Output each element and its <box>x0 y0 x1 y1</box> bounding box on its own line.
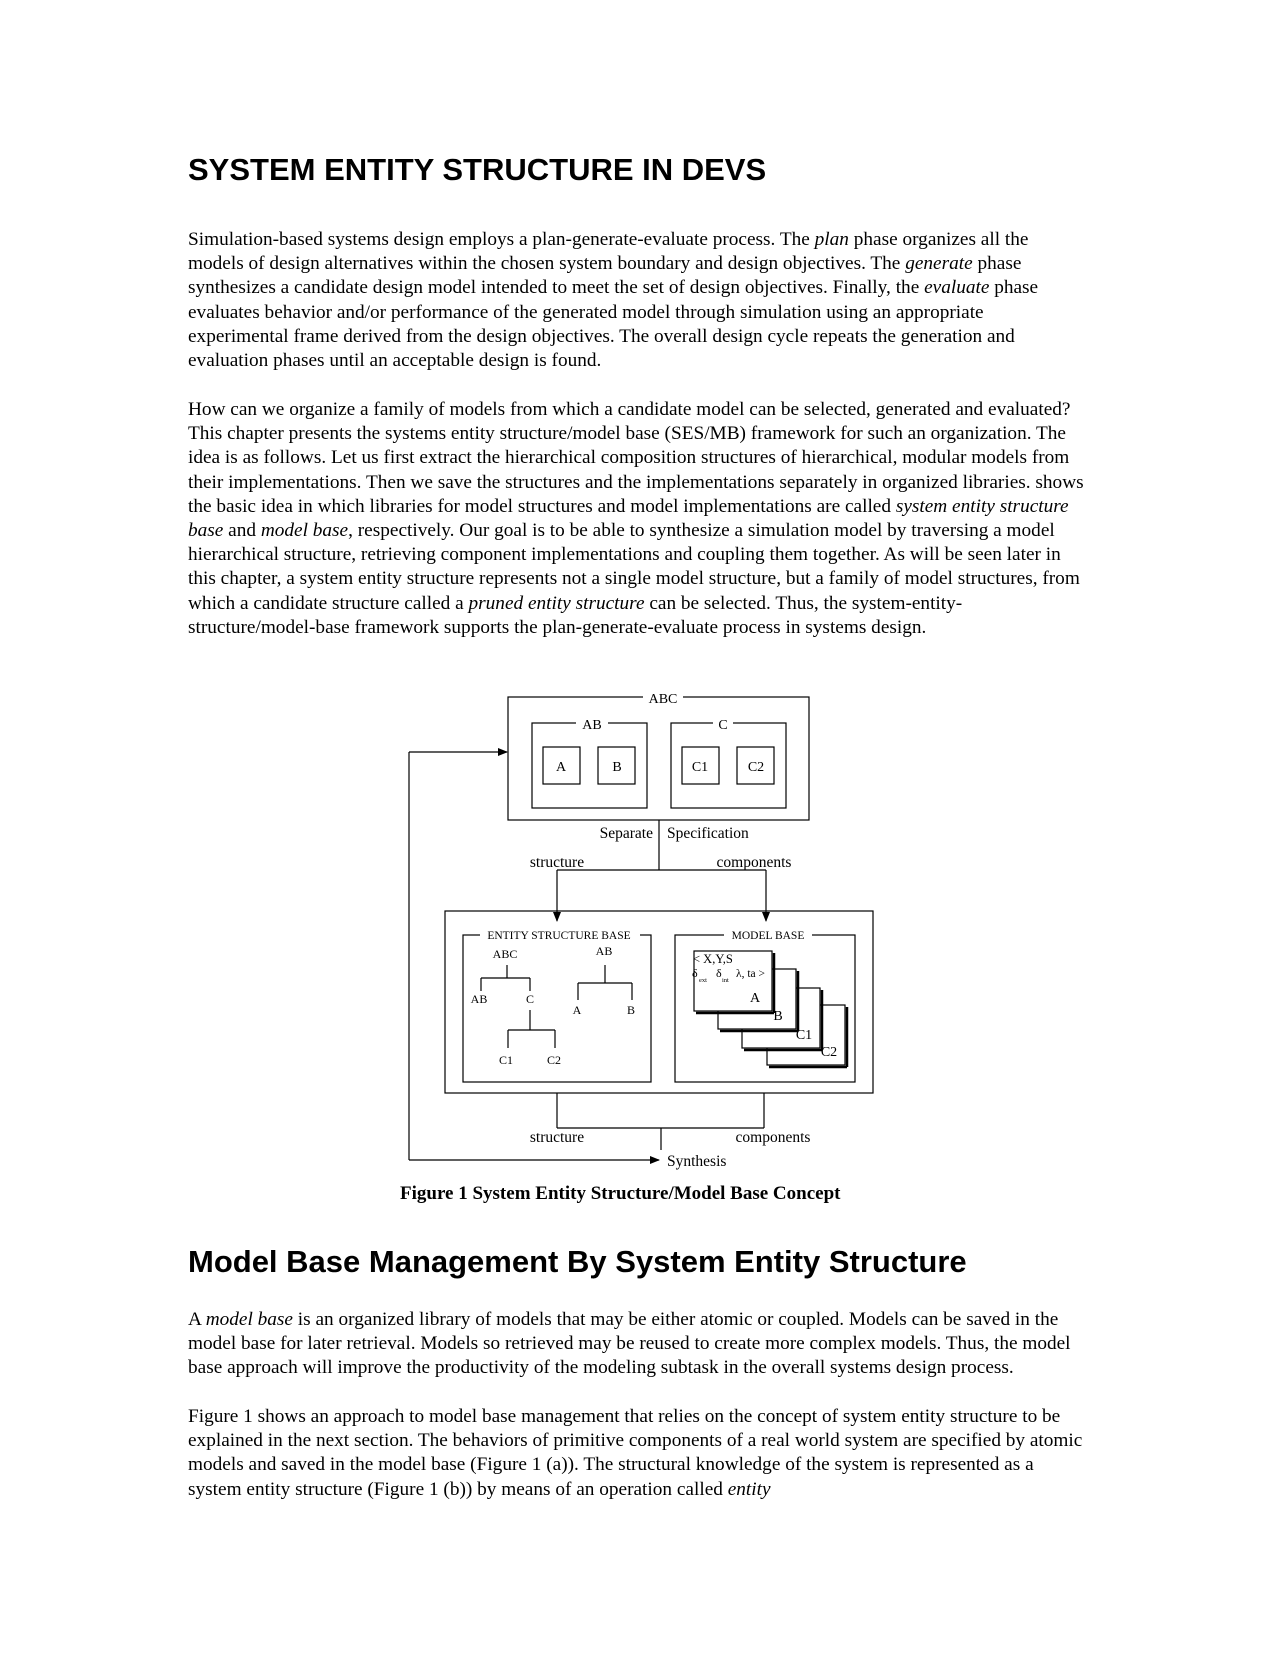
mb-label-c1: C1 <box>795 1028 813 1043</box>
esb-title: ENTITY STRUCTURE BASE <box>487 930 631 942</box>
tree1-c: C <box>525 992 535 1006</box>
text-run: , respectively. Our goal is to be able to synthesize a simulation model by traversing a model hierarchical structure, retrieving component implementations and coupling them together. As will be seen later in this chapter, a system entity structure represents not a single model structure, but a family of model structures, from which a candidate structure called a <box>188 520 1080 614</box>
text-run: phase evaluates behavior and/or performance of the generated model through simulation using an appropriate experimental frame derived from the design objectives. The overall design cycle repeats the generation and evaluation phases until an acceptable design is found. <box>188 277 1039 372</box>
mb-card-int: int <box>722 977 729 984</box>
tree2-root: AB <box>595 944 613 958</box>
label-components-2: components <box>735 1129 811 1146</box>
label-c2: C2 <box>747 760 765 775</box>
tree1-root: ABC <box>492 947 518 961</box>
figure-caption: Figure 1 System Entity Structure/Model Base Concept <box>400 1183 841 1204</box>
label-synthesis: Synthesis <box>667 1153 727 1170</box>
c-box <box>671 723 786 808</box>
label-ab: AB <box>582 718 602 733</box>
label-components: components <box>716 854 792 871</box>
abc-box <box>508 697 809 820</box>
text-run: phase organizes all the models of design alternatives within the chosen system boundary and design objectives. The <box>188 229 1029 275</box>
subsection-heading: Model Base Management By System Entity Structure <box>188 1244 967 1279</box>
mb-label-c2: C2 <box>820 1045 838 1060</box>
mb-label-b: B <box>773 1009 783 1024</box>
section-heading: SYSTEM ENTITY STRUCTURE IN DEVS <box>188 152 767 187</box>
emphasis-model-base: model base <box>205 1309 293 1330</box>
emphasis-ses-base: system entity structure base <box>188 495 1069 542</box>
emphasis-generate: generate <box>905 253 973 275</box>
emphasis-model-base: model base <box>260 520 349 542</box>
mb-title: MODEL BASE <box>731 930 805 942</box>
tree1-c2: C2 <box>546 1053 562 1067</box>
label-separate: Separate <box>599 825 653 842</box>
text-run: and <box>223 520 261 542</box>
label-abc: ABC <box>648 692 678 707</box>
label-structure: structure <box>529 854 585 871</box>
text-run: A <box>188 1309 206 1330</box>
mb-card-ext: ext <box>699 977 707 984</box>
tree2-b: B <box>626 1003 636 1017</box>
text-run: How can we organize a family of models from which a candidate model can be selected, generated and evaluated? This chapter presents the systems entity structure/model base (SES/MB) framework for such an organization. The idea is as follows. Let us first extract the hierarchical composition structures of hierarchical, modular models from their implementations. Then we save the structures and the implementations separately in organized libraries. shows the basic idea in which libraries for model structures and model implementations are called <box>188 399 1084 517</box>
label-b: B <box>612 760 622 775</box>
emphasis-pruned: pruned entity structure <box>468 592 645 614</box>
mb-label-a: A <box>749 991 761 1006</box>
mb-card-delta-int: δ <box>716 966 722 980</box>
text-run: Simulation-based systems design employs a plan-generate-evaluate process. The <box>188 229 815 250</box>
ab-box <box>532 723 647 808</box>
paragraph-3 <box>188 1308 1088 1381</box>
label-c1: C1 <box>691 760 709 775</box>
text-run: phase synthesizes a candidate design model intended to meet the set of design objectives. Finally, the <box>188 253 1022 299</box>
tree2-a: A <box>572 1003 582 1017</box>
tree1-ab: AB <box>470 992 488 1006</box>
text-run: can be selected. Thus, the system-entity-structure/model-base framework supports the plan-generate-evaluate process in systems design. <box>188 592 963 638</box>
paragraph-4 <box>188 1405 1088 1502</box>
text-run: is an organized library of models that may be either atomic or coupled. Models can be saved in the model base for later retrieval. Models so retrieved may be reused to create more complex models. Thus, the model base approach will improve the productivity of the modeling subtask in the overall systems design process. <box>188 1309 1071 1379</box>
emphasis-plan: plan <box>814 229 849 250</box>
label-c: C <box>718 718 728 733</box>
emphasis-evaluate: evaluate <box>924 277 990 299</box>
label-a: A <box>555 760 567 775</box>
mb-card-delta-ext: δ <box>692 966 698 980</box>
tree1-c1: C1 <box>498 1053 514 1067</box>
emphasis-entity: entity <box>727 1478 771 1500</box>
text-run: Figure 1 shows an approach to model base management that relies on the concept of system entity structure to be explained in the next section. The behaviors of primitive components of a real world system are specified by atomic models and saved in the model base (Figure 1 (a)). The structural knowledge of the system is represented as a system entity structure (Figure 1 (b)) by means of an operation called <box>188 1406 1083 1500</box>
mb-card-formula: < X,Y,S <box>693 952 733 966</box>
mb-card-rest: λ, ta > <box>736 968 765 980</box>
label-structure-2: structure <box>529 1129 585 1146</box>
label-specification: Specification <box>667 825 749 842</box>
